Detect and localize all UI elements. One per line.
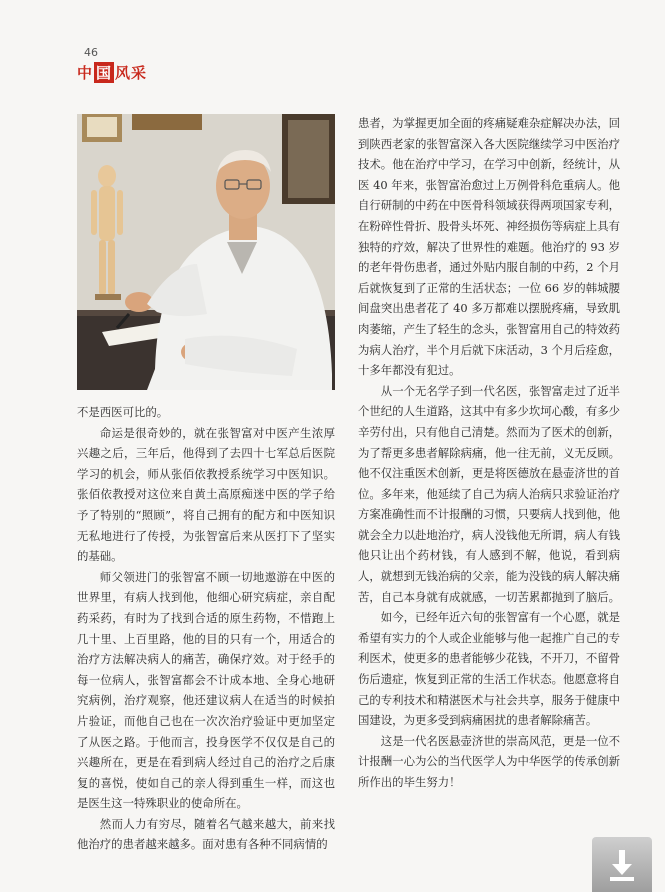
- left-paragraph: 不是西医可比的。: [77, 405, 169, 419]
- right-paragraph: 患者，为掌握更加全面的疼痛疑难杂症解决办法，回到陕西老家的张智富深入各大医院继续学习中医治疗技术。他在治疗中学习，在学习中创新，经统计，从医 40 年来，张智富治愈过上万例骨科危重病人。他自行研制的中药在中医骨科领域获得两项国家专利，在粉碎性骨折、股骨头坏死、神经损伤等病症上具有独特的疗效，解决了世界性的难题。他治疗的 93 岁的老年骨伤患者，通过外贴内服自制的中药，2 个月后就恢复到了正常的生活状态；一位 66 岁的韩城腰间盘突出患者花了 40 多万都难以摆脱疼痛，导致肌肉萎缩，产生了轻生的念头，张智富用自己的特效药为病人治疗，半个月后就下床活动，3 个月后痊愈，十多年都没有犯过。: [358, 116, 620, 378]
- left-paragraph: 师父领进门的张智富不顾一切地遨游在中医的世界里，有病人找到他，他细心研究病症，亲自配药采药，有时为了找到合适的原生药物，不惜跑上几十里、上百里路，他的目的只有一个，用适合的治疗方法解决病人的痛苦，确保疗效。对于经手的每一位病人，张智富都会不计成本地、全身心地研究病例，治疗观察，他还建议病人在适当的时候拍片验证，而他自己也在一次次治疗验证中更加坚定了从医之路。于他而言，投身医学不仅仅是自己的兴趣所在，更是在看到病人经过自己的治疗之后康复的喜悦，使如自己的亲人得到重生一样，而这也是医生这一特殊职业的使命所在。: [77, 569, 335, 811]
- download-button[interactable]: [592, 837, 652, 892]
- header-char-2: 国: [96, 64, 113, 82]
- download-icon: [607, 848, 637, 882]
- doctor-portrait-photo: [77, 114, 335, 390]
- left-paragraph: 命运是很奇妙的，就在张智富对中医产生浓厚兴趣之后，三年后，他得到了去四十七军总后医院学习的机会，师从张佰依教授系统学习中医知识。张佰依教授对这位来自黄土高原痴迷中医的学子给予了特别的“照顾”，将自己拥有的配方和中医知识无私地进行了传授，为张智富后来从医打下了坚实的基础。: [77, 425, 335, 564]
- left-paragraph: 然而人力有穷尽，随着名气越来越大，前来找他治疗的患者越来越多。面对患有各种不同病情的: [77, 816, 335, 852]
- section-header: [77, 62, 147, 83]
- article-right-column: [358, 113, 620, 793]
- header-char-1: 中: [77, 64, 94, 82]
- right-paragraph: 从一个无名学子到一代名医，张智富走过了近半个世纪的人生道路，这其中有多少坎坷心酸，有多少辛劳付出，只有他自己清楚。然而为了医术的创新，为了帮更多患者解除病痛，他一往无前，义无反顾。他不仅注重医术创新，更是将医德放在悬壶济世的首位。多年来，他延续了自己为病人治病只求验证治疗方案准确性而不计报酬的习惯，只要病人找到他，他就会全力以赴地治疗，病人没钱他无所谓，病人有钱他只让出个药材钱，有人感到不解，他说，看到病人，就想到无钱治病的父亲，能为没钱的病人解决痛苦，自己本身就有成就感，一切苦累都抛到了脑后。: [358, 383, 621, 604]
- right-paragraph: 如今，已经年近六旬的张智富有一个心愿，就是希望有实力的个人或企业能够与他一起推广自己的专利医术，使更多的患者能够少花钱，不开刀，不留骨伤后遗症，恢复到正常的生活工作状态。他愿意将自己的专利技术和精湛医术与社会共享，服务于健康中国建设，为更多受到病痛困扰的患者解除痛苦。: [358, 610, 621, 728]
- header-char-3: 风采: [115, 64, 148, 82]
- page-number: 46: [84, 46, 98, 59]
- article-left-column: [77, 402, 335, 855]
- right-paragraph: 这是一代名医悬壶济世的崇高风范，更是一位不计报酬一心为公的当代医学人为中华医学的传承创新所作出的毕生努力！: [358, 733, 621, 789]
